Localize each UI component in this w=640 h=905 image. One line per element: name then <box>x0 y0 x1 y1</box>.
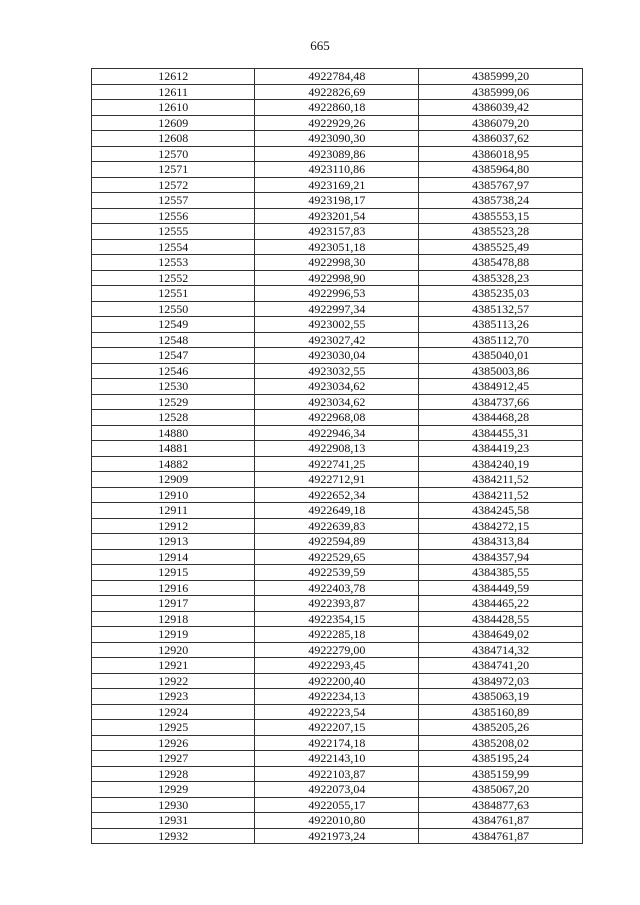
table-row <box>92 720 583 736</box>
table-row <box>92 565 583 581</box>
x-coordinate-cell: 4922279,00 <box>255 642 419 658</box>
point-id-cell: 12924 <box>92 704 255 720</box>
point-id-cell: 12922 <box>92 673 255 689</box>
x-coordinate-cell: 4923030,04 <box>255 348 419 364</box>
table-row <box>92 69 583 85</box>
x-coordinate-cell: 4922010,80 <box>255 813 419 829</box>
table-row <box>92 301 583 317</box>
y-coordinate-cell: 4386037,62 <box>419 131 583 147</box>
table-row <box>92 596 583 612</box>
x-coordinate-cell: 4922055,17 <box>255 797 419 813</box>
x-coordinate-cell: 4922073,04 <box>255 782 419 798</box>
point-id-cell: 12611 <box>92 84 255 100</box>
point-id-cell: 12916 <box>92 580 255 596</box>
table-row <box>92 704 583 720</box>
table-row <box>92 503 583 519</box>
y-coordinate-cell: 4385999,06 <box>419 84 583 100</box>
x-coordinate-cell: 4922403,78 <box>255 580 419 596</box>
table-row <box>92 363 583 379</box>
y-coordinate-cell: 4385003,86 <box>419 363 583 379</box>
x-coordinate-cell: 4923157,83 <box>255 224 419 240</box>
y-coordinate-cell: 4384449,59 <box>419 580 583 596</box>
x-coordinate-cell: 4922998,30 <box>255 255 419 271</box>
table-row <box>92 224 583 240</box>
point-id-cell: 12554 <box>92 239 255 255</box>
x-coordinate-cell: 4923002,55 <box>255 317 419 333</box>
y-coordinate-cell: 4385964,80 <box>419 162 583 178</box>
y-coordinate-cell: 4384211,52 <box>419 487 583 503</box>
x-coordinate-cell: 4922293,45 <box>255 658 419 674</box>
y-coordinate-cell: 4384211,52 <box>419 472 583 488</box>
table-row <box>92 177 583 193</box>
point-id-cell: 12551 <box>92 286 255 302</box>
point-id-cell: 12546 <box>92 363 255 379</box>
y-coordinate-cell: 4385132,57 <box>419 301 583 317</box>
x-coordinate-cell: 4922393,87 <box>255 596 419 612</box>
y-coordinate-cell: 4384465,22 <box>419 596 583 612</box>
point-id-cell: 12928 <box>92 766 255 782</box>
table-row <box>92 239 583 255</box>
table-row <box>92 193 583 209</box>
coordinates-table-body <box>92 69 583 844</box>
table-row <box>92 410 583 426</box>
table-row <box>92 642 583 658</box>
page-number: 665 <box>310 38 330 53</box>
table-row <box>92 379 583 395</box>
point-id-cell: 12612 <box>92 69 255 85</box>
table-row <box>92 673 583 689</box>
y-coordinate-cell: 4386018,95 <box>419 146 583 162</box>
x-coordinate-cell: 4923051,18 <box>255 239 419 255</box>
point-id-cell: 14882 <box>92 456 255 472</box>
table-row <box>92 658 583 674</box>
y-coordinate-cell: 4385112,70 <box>419 332 583 348</box>
x-coordinate-cell: 4923089,86 <box>255 146 419 162</box>
point-id-cell: 12930 <box>92 797 255 813</box>
table-row <box>92 146 583 162</box>
point-id-cell: 12570 <box>92 146 255 162</box>
x-coordinate-cell: 4921973,24 <box>255 828 419 844</box>
table-row <box>92 270 583 286</box>
table-row <box>92 689 583 705</box>
y-coordinate-cell: 4385235,03 <box>419 286 583 302</box>
y-coordinate-cell: 4384357,94 <box>419 549 583 565</box>
x-coordinate-cell: 4922997,34 <box>255 301 419 317</box>
y-coordinate-cell: 4385738,24 <box>419 193 583 209</box>
y-coordinate-cell: 4384468,28 <box>419 410 583 426</box>
point-id-cell: 12912 <box>92 518 255 534</box>
point-id-cell: 12919 <box>92 627 255 643</box>
x-coordinate-cell: 4922712,91 <box>255 472 419 488</box>
x-coordinate-cell: 4922652,34 <box>255 487 419 503</box>
y-coordinate-cell: 4385159,99 <box>419 766 583 782</box>
point-id-cell: 12557 <box>92 193 255 209</box>
table-row <box>92 425 583 441</box>
point-id-cell: 12529 <box>92 394 255 410</box>
y-coordinate-cell: 4385067,20 <box>419 782 583 798</box>
point-id-cell: 12910 <box>92 487 255 503</box>
y-coordinate-cell: 4385208,02 <box>419 735 583 751</box>
y-coordinate-cell: 4385205,26 <box>419 720 583 736</box>
point-id-cell: 12572 <box>92 177 255 193</box>
y-coordinate-cell: 4384385,55 <box>419 565 583 581</box>
y-coordinate-cell: 4384877,63 <box>419 797 583 813</box>
x-coordinate-cell: 4922784,48 <box>255 69 419 85</box>
table-row <box>92 456 583 472</box>
x-coordinate-cell: 4923198,17 <box>255 193 419 209</box>
table-row <box>92 580 583 596</box>
point-id-cell: 12549 <box>92 317 255 333</box>
x-coordinate-cell: 4922968,08 <box>255 410 419 426</box>
point-id-cell: 12556 <box>92 208 255 224</box>
table-row <box>92 472 583 488</box>
x-coordinate-cell: 4922143,10 <box>255 751 419 767</box>
table-row <box>92 518 583 534</box>
point-id-cell: 12608 <box>92 131 255 147</box>
point-id-cell: 12528 <box>92 410 255 426</box>
y-coordinate-cell: 4384455,31 <box>419 425 583 441</box>
table-row <box>92 100 583 116</box>
x-coordinate-cell: 4922826,69 <box>255 84 419 100</box>
x-coordinate-cell: 4922929,26 <box>255 115 419 131</box>
point-id-cell: 12547 <box>92 348 255 364</box>
x-coordinate-cell: 4922174,18 <box>255 735 419 751</box>
table-row <box>92 735 583 751</box>
point-id-cell: 12923 <box>92 689 255 705</box>
point-id-cell: 12609 <box>92 115 255 131</box>
table-row <box>92 131 583 147</box>
table-row <box>92 255 583 271</box>
y-coordinate-cell: 4384912,45 <box>419 379 583 395</box>
point-id-cell: 12913 <box>92 534 255 550</box>
point-id-cell: 12555 <box>92 224 255 240</box>
y-coordinate-cell: 4384741,20 <box>419 658 583 674</box>
point-id-cell: 12920 <box>92 642 255 658</box>
x-coordinate-cell: 4922741,25 <box>255 456 419 472</box>
x-coordinate-cell: 4922285,18 <box>255 627 419 643</box>
x-coordinate-cell: 4923169,21 <box>255 177 419 193</box>
y-coordinate-cell: 4384419,23 <box>419 441 583 457</box>
point-id-cell: 12552 <box>92 270 255 286</box>
point-id-cell: 12530 <box>92 379 255 395</box>
y-coordinate-cell: 4384313,84 <box>419 534 583 550</box>
table-row <box>92 766 583 782</box>
x-coordinate-cell: 4922998,90 <box>255 270 419 286</box>
x-coordinate-cell: 4922996,53 <box>255 286 419 302</box>
x-coordinate-cell: 4922539,59 <box>255 565 419 581</box>
x-coordinate-cell: 4922529,65 <box>255 549 419 565</box>
point-id-cell: 12915 <box>92 565 255 581</box>
y-coordinate-cell: 4385478,88 <box>419 255 583 271</box>
y-coordinate-cell: 4384761,87 <box>419 813 583 829</box>
x-coordinate-cell: 4923027,42 <box>255 332 419 348</box>
table-row <box>92 317 583 333</box>
table-row <box>92 208 583 224</box>
x-coordinate-cell: 4922207,15 <box>255 720 419 736</box>
y-coordinate-cell: 4384737,66 <box>419 394 583 410</box>
y-coordinate-cell: 4384428,55 <box>419 611 583 627</box>
x-coordinate-cell: 4922234,13 <box>255 689 419 705</box>
x-coordinate-cell: 4922860,18 <box>255 100 419 116</box>
point-id-cell: 12914 <box>92 549 255 565</box>
point-id-cell: 12929 <box>92 782 255 798</box>
point-id-cell: 12553 <box>92 255 255 271</box>
y-coordinate-cell: 4385113,26 <box>419 317 583 333</box>
x-coordinate-cell: 4922594,89 <box>255 534 419 550</box>
table-row <box>92 394 583 410</box>
point-id-cell: 12911 <box>92 503 255 519</box>
y-coordinate-cell: 4385160,89 <box>419 704 583 720</box>
coordinates-table <box>91 68 583 844</box>
y-coordinate-cell: 4386039,42 <box>419 100 583 116</box>
x-coordinate-cell: 4923034,62 <box>255 379 419 395</box>
y-coordinate-cell: 4385525,49 <box>419 239 583 255</box>
point-id-cell: 14881 <box>92 441 255 457</box>
y-coordinate-cell: 4386079,20 <box>419 115 583 131</box>
table-row <box>92 828 583 844</box>
table-row <box>92 534 583 550</box>
x-coordinate-cell: 4922223,54 <box>255 704 419 720</box>
x-coordinate-cell: 4923201,54 <box>255 208 419 224</box>
table-row <box>92 627 583 643</box>
table-row <box>92 441 583 457</box>
point-id-cell: 12926 <box>92 735 255 751</box>
x-coordinate-cell: 4922649,18 <box>255 503 419 519</box>
point-id-cell: 12921 <box>92 658 255 674</box>
x-coordinate-cell: 4922946,34 <box>255 425 419 441</box>
point-id-cell: 12931 <box>92 813 255 829</box>
point-id-cell: 12917 <box>92 596 255 612</box>
y-coordinate-cell: 4385195,24 <box>419 751 583 767</box>
table-row <box>92 611 583 627</box>
y-coordinate-cell: 4385553,15 <box>419 208 583 224</box>
table-row <box>92 813 583 829</box>
point-id-cell: 12548 <box>92 332 255 348</box>
y-coordinate-cell: 4385767,97 <box>419 177 583 193</box>
point-id-cell: 12909 <box>92 472 255 488</box>
table-row <box>92 286 583 302</box>
point-id-cell: 12610 <box>92 100 255 116</box>
x-coordinate-cell: 4922639,83 <box>255 518 419 534</box>
x-coordinate-cell: 4923032,55 <box>255 363 419 379</box>
x-coordinate-cell: 4923034,62 <box>255 394 419 410</box>
point-id-cell: 12932 <box>92 828 255 844</box>
y-coordinate-cell: 4385063,19 <box>419 689 583 705</box>
point-id-cell: 12918 <box>92 611 255 627</box>
table-row <box>92 549 583 565</box>
y-coordinate-cell: 4385523,28 <box>419 224 583 240</box>
y-coordinate-cell: 4384972,03 <box>419 673 583 689</box>
point-id-cell: 12927 <box>92 751 255 767</box>
y-coordinate-cell: 4384272,15 <box>419 518 583 534</box>
x-coordinate-cell: 4922200,40 <box>255 673 419 689</box>
point-id-cell: 12550 <box>92 301 255 317</box>
y-coordinate-cell: 4384240,19 <box>419 456 583 472</box>
x-coordinate-cell: 4923110,86 <box>255 162 419 178</box>
point-id-cell: 12571 <box>92 162 255 178</box>
point-id-cell: 12925 <box>92 720 255 736</box>
y-coordinate-cell: 4384714,32 <box>419 642 583 658</box>
table-row <box>92 115 583 131</box>
y-coordinate-cell: 4385328,23 <box>419 270 583 286</box>
y-coordinate-cell: 4385999,20 <box>419 69 583 85</box>
table-row <box>92 797 583 813</box>
point-id-cell: 14880 <box>92 425 255 441</box>
x-coordinate-cell: 4923090,30 <box>255 131 419 147</box>
table-row <box>92 348 583 364</box>
y-coordinate-cell: 4384649,02 <box>419 627 583 643</box>
x-coordinate-cell: 4922354,15 <box>255 611 419 627</box>
y-coordinate-cell: 4385040,01 <box>419 348 583 364</box>
table-row <box>92 162 583 178</box>
y-coordinate-cell: 4384245,58 <box>419 503 583 519</box>
table-row <box>92 84 583 100</box>
table-row <box>92 487 583 503</box>
y-coordinate-cell: 4384761,87 <box>419 828 583 844</box>
table-row <box>92 332 583 348</box>
table-row <box>92 751 583 767</box>
x-coordinate-cell: 4922908,13 <box>255 441 419 457</box>
table-row <box>92 782 583 798</box>
x-coordinate-cell: 4922103,87 <box>255 766 419 782</box>
